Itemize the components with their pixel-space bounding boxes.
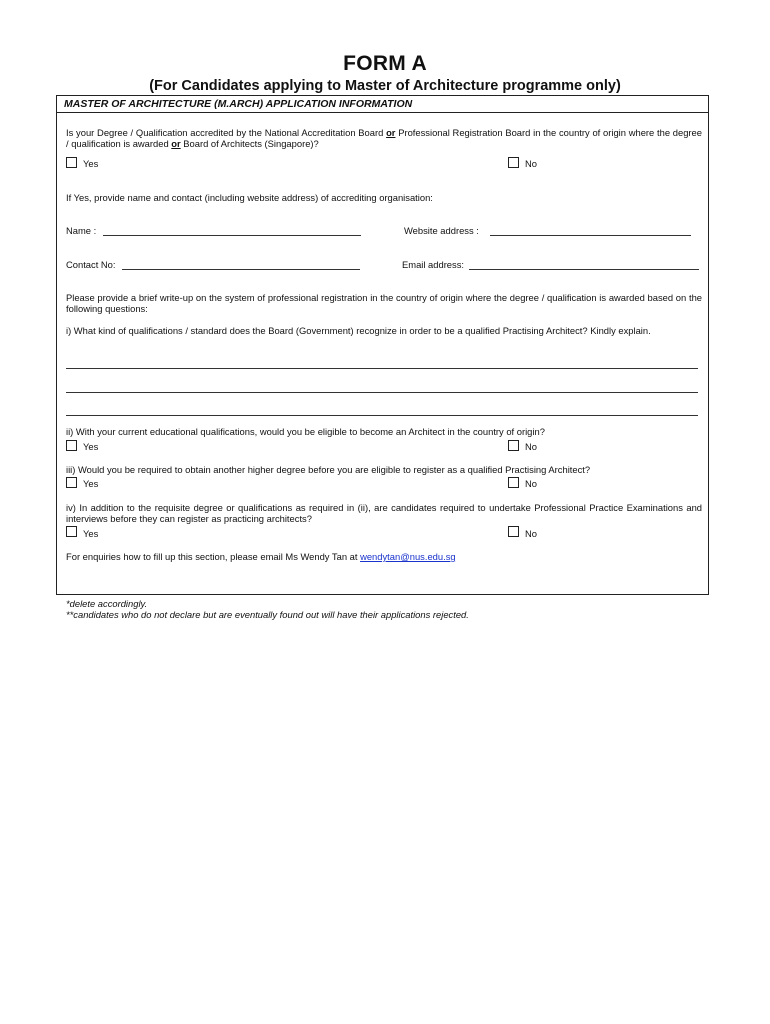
question-ii: ii) With your current educational qualifications, would you be eligible to become an Architect in the country of origin? [66, 426, 545, 437]
qiii-yes-checkbox[interactable] [66, 477, 77, 488]
question-i: i) What kind of qualifications / standard does the Board (Government) recognize in order to be a qualified Practising Architect? Kindly explain. [66, 325, 651, 336]
answer-line-3[interactable] [66, 415, 698, 416]
qii-yes-checkbox[interactable] [66, 440, 77, 451]
qiv-no-label: No [525, 528, 537, 539]
question-iii: iii) Would you be required to obtain another higher degree before you are eligible to register as a qualified Practising Architect? [66, 464, 591, 475]
email-label: Email address: [402, 259, 465, 270]
contact-label: Contact No: [66, 259, 116, 270]
qiv-no-checkbox[interactable] [508, 526, 519, 537]
qiii-no-checkbox[interactable] [508, 477, 519, 488]
answer-line-1[interactable] [66, 368, 698, 369]
declaration-note: **candidates who do not declare but are eventually found out will have their applications rejected. [66, 609, 469, 620]
enquiry-sentence: For enquiries how to fill up this section, please email Ms Wendy Tan at [66, 551, 361, 562]
accrediting-prompt: If Yes, provide name and contact (including website address) of accrediting organisation: [66, 192, 433, 203]
qii-yes-label: Yes [83, 441, 99, 452]
website-field[interactable] [490, 235, 691, 236]
q1-text-2: Professional Registration Board in the country of origin where the degree / qualification is awarded [66, 127, 702, 149]
answer-line-2[interactable] [66, 392, 698, 393]
delete-note: *delete accordingly. [66, 598, 148, 609]
email-field[interactable] [469, 269, 699, 270]
q1-yes-checkbox[interactable] [66, 157, 77, 168]
name-field[interactable] [103, 235, 361, 236]
q1-no-checkbox[interactable] [508, 157, 519, 168]
contact-field[interactable] [122, 269, 360, 270]
q1-or-1: or [386, 127, 396, 138]
qii-no-checkbox[interactable] [508, 440, 519, 451]
qiii-yes-label: Yes [83, 478, 99, 489]
form-title: FORM A [343, 52, 427, 75]
form-subtitle: (For Candidates applying to Master of Architecture programme only) [149, 78, 621, 94]
qiv-yes-label: Yes [83, 528, 99, 539]
website-label: Website address : [404, 225, 479, 236]
application-info-section [56, 95, 709, 595]
qii-no-label: No [525, 441, 537, 452]
q1-yes-label: Yes [83, 158, 99, 169]
q1-no-label: No [525, 158, 537, 169]
name-label: Name : [66, 225, 97, 236]
enquiry-text [66, 551, 456, 562]
writeup-prompt: Please provide a brief write-up on the system of professional registration in the country of origin where the degree / qualification is awarded based on the following questions: [66, 292, 702, 314]
enquiry-email-link[interactable]: wendytan@nus.edu.sg [360, 551, 456, 562]
q1-text-3: Board of Architects (Singapore)? [180, 138, 319, 149]
accreditation-question [66, 127, 702, 149]
qiv-yes-checkbox[interactable] [66, 526, 77, 537]
qiii-no-label: No [525, 478, 537, 489]
q1-text-1: Is your Degree / Qualification accredited by the National Accreditation Board [66, 127, 387, 138]
question-iv: iv) In addition to the requisite degree or qualifications as required in (ii), are candidates required to undertake Professional Practice Examinations and interviews before they can register as practicing architects? [66, 502, 702, 524]
q1-or-2: or [171, 138, 181, 149]
section-header: MASTER OF ARCHITECTURE (M.ARCH) APPLICATION INFORMATION [57, 96, 708, 113]
